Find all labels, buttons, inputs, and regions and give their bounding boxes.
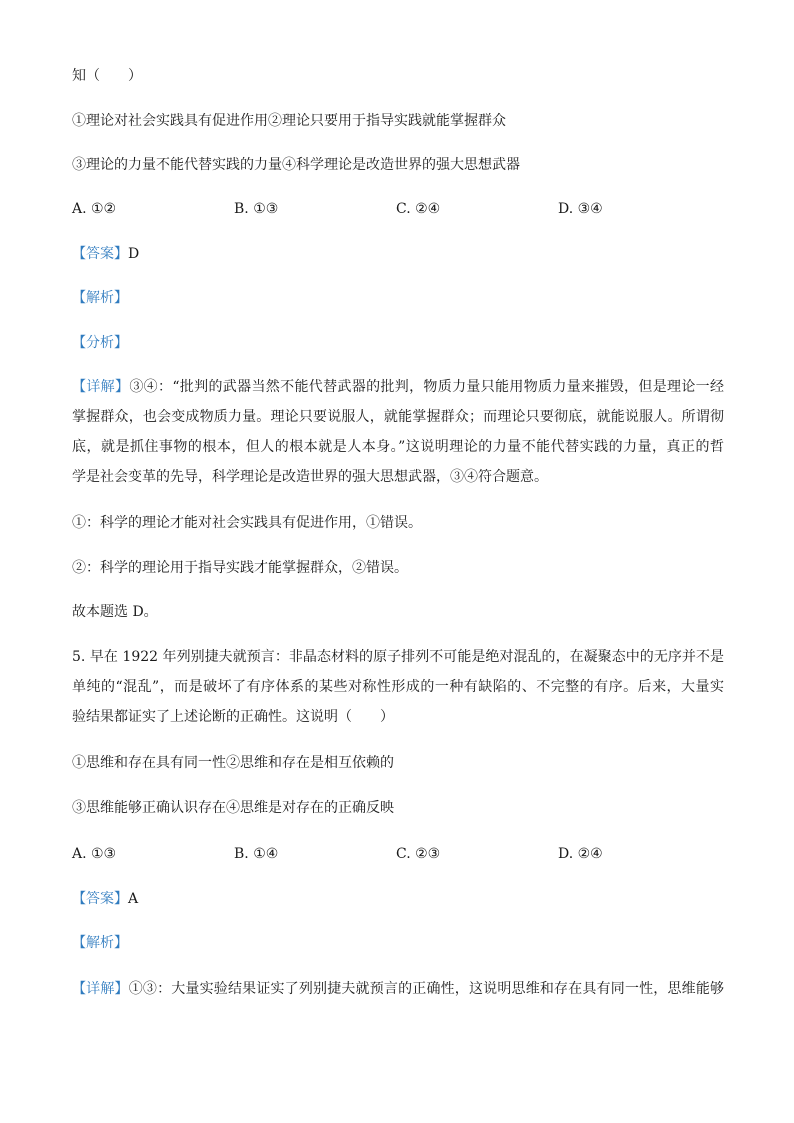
q4-fenxi-tag: 【分析】 [72, 335, 128, 351]
q5-detail-line-1 [72, 979, 724, 999]
q5-option-c: C. ②③ [396, 846, 441, 862]
q4-detail-line-3: 底，就是抓住事物的根本，但人的根本就是人本身。”这说明理论的力量不能代替实践的力量，真正的哲 [72, 439, 724, 455]
q4-analysis-tag: 【解析】 [72, 290, 128, 306]
q4-option-a: A. ①② [72, 201, 117, 217]
q4-detail-tag: 【详解】 [72, 379, 130, 395]
q5-statements-line-1: ①思维和存在具有同一性②思维和存在是相互依赖的 [72, 755, 394, 771]
q5-answer-value: A [128, 891, 139, 907]
q4-options [72, 199, 732, 219]
q4-option-b: B. ①③ [234, 201, 279, 217]
q4-detail-line-2: 掌握群众，也会变成物质力量。理论只要说服人，就能掌握群众；而理论只要彻底，就能说服人。所谓彻 [72, 409, 724, 425]
q5-option-a: A. ①③ [72, 846, 117, 862]
q5-analysis-tag: 【解析】 [72, 935, 128, 951]
q4-option-d: D. ③④ [558, 201, 603, 217]
q4-answer-tag: 【答案】 [72, 246, 128, 262]
q5-statements-line-2: ③思维能够正确认识存在④思维是对存在的正确反映 [72, 800, 394, 816]
q4-option-c: C. ②④ [396, 201, 441, 217]
q4-note-1: ①：科学的理论才能对社会实践具有促进作用，①错误。 [72, 515, 422, 531]
q4-detail-text-1: ③④：“批判的武器当然不能代替武器的批判，物质力量只能用物质力量来摧毁，但是理论一经 [129, 379, 724, 395]
q5-answer [72, 889, 138, 909]
q4-answer [72, 244, 139, 264]
q5-stem-line-1: 5. 早在 1922 年列别捷夫就预言：非晶态材料的原子排列不可能是绝对混乱的，在凝聚态中的无序并不是 [72, 649, 724, 665]
q5-stem-line-3: 验结果都证实了上述论断的正确性。这说明（ ） [72, 709, 394, 725]
q4-statements-line-1: ①理论对社会实践具有促进作用②理论只要用于指导实践就能掌握群众 [72, 113, 506, 129]
q4-detail-line-4: 学是社会变革的先导，科学理论是改造世界的强大思想武器，③④符合题意。 [72, 469, 548, 485]
q5-answer-tag: 【答案】 [72, 891, 128, 907]
q4-conclusion: 故本题选 D。 [72, 604, 158, 620]
q4-note-2: ②：科学的理论用于指导实践才能掌握群众，②错误。 [72, 560, 408, 576]
q5-detail-tag: 【详解】 [72, 981, 129, 997]
q5-detail-text-1: ①③：大量实验结果证实了列别捷夫就预言的正确性，这说明思维和存在具有同一性，思维能够 [128, 981, 724, 997]
q4-detail-line-1 [72, 377, 724, 397]
q5-option-b: B. ①④ [234, 846, 279, 862]
q4-statements-line-2: ③理论的力量不能代替实践的力量④科学理论是改造世界的强大思想武器 [72, 157, 520, 173]
q5-options [72, 844, 732, 864]
q4-stem-tail: 知（ ） [72, 68, 142, 84]
q5-stem-line-2: 单纯的“混乱”，而是破坏了有序体系的某些对称性形成的一种有缺陷的、不完整的有序。后来，大量实 [72, 679, 724, 695]
q4-answer-value: D [128, 246, 140, 262]
q5-option-d: D. ②④ [558, 846, 603, 862]
